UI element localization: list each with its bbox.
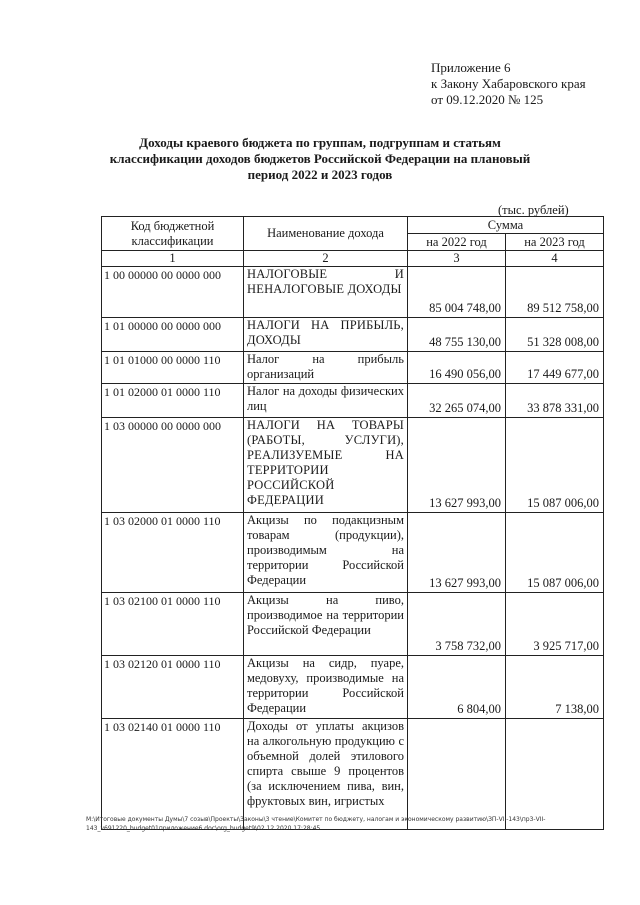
sum-2023-cell: 3 925 717,00 [506, 593, 604, 656]
sum-2023-cell: 17 449 677,00 [506, 352, 604, 384]
sum-2023-cell: 89 512 758,00 [506, 267, 604, 318]
sum-2022-cell: 85 004 748,00 [408, 267, 506, 318]
code-cell: 1 01 00000 00 0000 000 [102, 318, 244, 352]
name-cell: НАЛОГОВЫЕ И НЕНАЛОГОВЫЕ ДОХОДЫ [244, 267, 408, 318]
column-number-row [102, 251, 604, 267]
sum-2023-cell: 7 138,00 [506, 656, 604, 719]
sum-2022-cell: 13 627 993,00 [408, 418, 506, 513]
name-cell: Акцизы по подакцизным товарам (продукции), производимым на территории Российской Федерации [244, 513, 408, 593]
code-cell: 1 00 00000 00 0000 000 [102, 267, 244, 318]
code-cell: 1 01 02000 01 0000 110 [102, 384, 244, 418]
revenue-table [101, 216, 604, 830]
table-row [102, 418, 604, 513]
sum-2022-cell [408, 719, 506, 830]
name-cell: Налог на доходы физических лиц [244, 384, 408, 418]
sum-2022-cell: 13 627 993,00 [408, 513, 506, 593]
appendix-reference [431, 60, 586, 108]
table-row [102, 318, 604, 352]
table-row [102, 267, 604, 318]
code-cell: 1 01 01000 00 0000 110 [102, 352, 244, 384]
header-sum: Сумма [408, 217, 604, 234]
column-number: 1 [102, 251, 244, 267]
header-year-2022: на 2022 год [408, 234, 506, 251]
column-number: 4 [506, 251, 604, 267]
appendix-line-3: от 09.12.2020 № 125 [431, 92, 544, 107]
name-cell: Доходы от уплаты акцизов на алкогольную продукцию с объемной долей этилового спирта свыше 9 процентов (за исключением пива, вин, фруктовых вин, игристых [244, 719, 408, 830]
name-cell: Акцизы на сидр, пуаре, медовуху, производимые на территории Российской Федерации [244, 656, 408, 719]
sum-2022-cell: 3 758 732,00 [408, 593, 506, 656]
sum-2023-cell: 15 087 006,00 [506, 418, 604, 513]
column-number: 2 [244, 251, 408, 267]
code-cell: 1 03 02140 01 0000 110 [102, 719, 244, 830]
sum-2022-cell: 16 490 056,00 [408, 352, 506, 384]
name-cell: Налог на прибыль организаций [244, 352, 408, 384]
sum-2022-cell: 48 755 130,00 [408, 318, 506, 352]
code-cell: 1 03 02120 01 0000 110 [102, 656, 244, 719]
file-path-footer: M:\Итоговые документы Думы\7 созыв\Проекты\Законы\3 чтение\Комитет по бюджету, налогам и экономическому развитию\ЗП-VII-143\пр3-VII-143_v691220_budget01приложение6.doc\org_budget9\02.12.2020 17:28:45 [86, 816, 546, 832]
sum-2023-cell: 51 328 008,00 [506, 318, 604, 352]
document-title: Доходы краевого бюджета по группам, подгруппам и статьям классификации доходов бюджетов Российской Федерации на плановый период 2022 и 2023 годов [109, 135, 531, 182]
table-row [102, 384, 604, 418]
header-year-2023: на 2023 год [506, 234, 604, 251]
table-row [102, 593, 604, 656]
code-cell: 1 03 00000 00 0000 000 [102, 418, 244, 513]
name-cell: НАЛОГИ НА ТОВАРЫ (РАБОТЫ, УСЛУГИ), РЕАЛИЗУЕМЫЕ НА ТЕРРИТОРИИ РОССИЙСКОЙ ФЕДЕРАЦИИ [244, 418, 408, 513]
sum-2022-cell: 6 804,00 [408, 656, 506, 719]
sum-2023-cell: 33 878 331,00 [506, 384, 604, 418]
table-row [102, 352, 604, 384]
sum-2023-cell [506, 719, 604, 830]
sum-2022-cell: 32 265 074,00 [408, 384, 506, 418]
table-row [102, 719, 604, 830]
unit-label: (тыс. рублей) [498, 203, 569, 217]
code-cell: 1 03 02100 01 0000 110 [102, 593, 244, 656]
appendix-line-2: к Закону Хабаровского края [431, 76, 586, 91]
header-name: Наименование дохода [244, 217, 408, 251]
code-cell: 1 03 02000 01 0000 110 [102, 513, 244, 593]
name-cell: Акцизы на пиво, производимое на территории Российской Федерации [244, 593, 408, 656]
name-cell: НАЛОГИ НА ПРИБЫЛЬ, ДОХОДЫ [244, 318, 408, 352]
header-code: Код бюджетной классификации [102, 217, 244, 251]
sum-2023-cell: 15 087 006,00 [506, 513, 604, 593]
appendix-line-1: Приложение 6 [431, 60, 511, 75]
table-row [102, 513, 604, 593]
table-row [102, 656, 604, 719]
header-row [102, 217, 604, 234]
column-number: 3 [408, 251, 506, 267]
